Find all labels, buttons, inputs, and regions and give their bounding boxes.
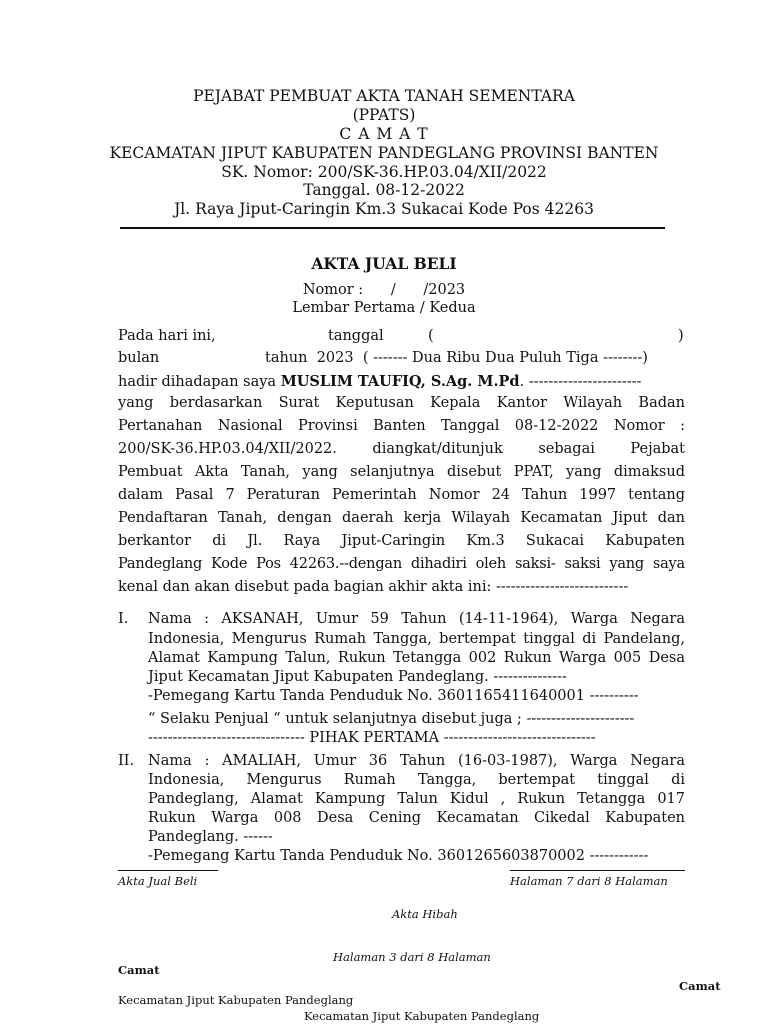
header-divider <box>120 227 665 229</box>
party-line: Nama : AMALIAH, Umur 36 Tahun (16-03-1987), Warga Negara <box>148 753 685 769</box>
office-role: C A M A T <box>339 125 429 143</box>
hibah-page-number: Halaman 3 dari 8 Halaman <box>333 950 491 964</box>
paragraph-line: yang berdasarkan Surat Keputusan Kepala Kantor Wilayah Badan <box>118 395 685 411</box>
paragraph-line: 200/SK-36.HP.03.04/XII/2022. diangkat/ditunjuk sebagai Pejabat <box>118 441 685 457</box>
signature-title-left: Camat <box>118 963 160 977</box>
sk-number: SK. Nomor: 200/SK-36.HP.03.04/XII/2022 <box>221 163 547 181</box>
party-numeral: II. <box>118 753 135 769</box>
paragraph-line: Pertanahan Nasional Provinsi Banten Tanggal 08-12-2022 Nomor : <box>118 418 685 434</box>
id-card-line: -Pemegang Kartu Tanda Penduduk No. 3601265603870002 ------------ <box>148 848 649 864</box>
hibah-label: Akta Hibah <box>392 907 458 921</box>
sk-date: Tanggal. 08-12-2022 <box>303 181 465 199</box>
day-label: Pada hari ini, <box>118 328 216 344</box>
party-line: Rukun Warga 008 Desa Cening Kecamatan Cikedal Kabupaten <box>148 810 685 826</box>
official-name: MUSLIM TAUFIQ, S.Ag. M.Pd <box>280 373 520 390</box>
office-title: PEJABAT PEMBUAT AKTA TANAH SEMENTARA <box>193 87 575 105</box>
footer-rule-right <box>510 870 685 871</box>
office-region: KECAMATAN JIPUT KABUPATEN PANDEGLANG PROVINSI BANTEN <box>109 144 659 162</box>
paragraph-line: Pembuat Akta Tanah, yang selanjutnya disebut PPAT, yang dimaksud <box>118 464 685 480</box>
party-line: Indonesia, Mengurus Rumah Tangga, bertempat tinggal di Pandelang, <box>148 631 685 647</box>
document-title: AKTA JUAL BELI <box>311 254 457 273</box>
date-paren-open: ( <box>428 328 434 344</box>
id-card-line: -Pemegang Kartu Tanda Penduduk No. 3601165411640001 ---------- <box>148 688 639 704</box>
date-label: tanggal <box>328 328 384 344</box>
party-numeral: I. <box>118 611 129 627</box>
party-line: Alamat Kampung Talun, Rukun Tetangga 002 Rukun Warga 005 Desa <box>148 650 685 666</box>
paragraph-line: kenal dan akan disebut pada bagian akhir akta ini: --------------------------- <box>118 579 629 595</box>
signature-office-right: Kecamatan Jiput Kabupaten Pandeglang <box>304 1009 540 1023</box>
footer-rule-left <box>118 870 218 871</box>
office-address: Jl. Raya Jiput-Caringin Km.3 Sukacai Kode Pos 42263 <box>174 200 594 218</box>
document-number: Nomor : / /2023 <box>302 282 466 298</box>
month-label: bulan <box>118 350 160 366</box>
seller-role-line: “ Selaku Penjual “ untuk selanjutnya disebut juga ; ---------------------- <box>148 711 635 727</box>
paragraph-line: Pendaftaran Tanah, dengan daerah kerja Wilayah Kecamatan Jiput dan <box>118 510 685 526</box>
paragraph-line: berkantor di Jl. Raya Jiput-Caringin Km.3 Sukacai Kabupaten <box>118 533 685 549</box>
footer-doc-name: Akta Jual Beli <box>118 874 198 888</box>
year-text: tahun 2023 ( ------- Dua Ribu Dua Puluh Tiga --------) <box>265 350 648 366</box>
appearance-dashes: . ----------------------- <box>519 374 642 390</box>
party-designation: -------------------------------- PIHAK PERTAMA ------------------------------- <box>148 730 596 746</box>
sheet-label: Lembar Pertama / Kedua <box>292 300 476 316</box>
party-line: Pandeglang, Alamat Kampung Talun Kidul , Rukun Tetangga 017 <box>148 791 685 807</box>
paragraph-line: dalam Pasal 7 Peraturan Pemerintah Nomor 24 Tahun 1997 tentang <box>118 487 685 503</box>
appearance-text: hadir dihadapan saya <box>118 374 281 390</box>
party-line: Nama : AKSANAH, Umur 59 Tahun (14-11-1964), Warga Negara <box>148 611 685 627</box>
party-line: Jiput Kecamatan Jiput Kabupaten Pandeglang. --------------- <box>148 669 567 685</box>
party-line: Indonesia, Mengurus Rumah Tangga, bertempat tinggal di <box>148 772 685 788</box>
date-paren-close: ) <box>678 328 684 344</box>
office-abbreviation: (PPATS) <box>352 106 416 124</box>
signature-office-left: Kecamatan Jiput Kabupaten Pandeglang <box>118 993 354 1007</box>
signature-title-right: Camat <box>679 979 721 993</box>
appearance-line <box>118 373 641 390</box>
party-line: Pandeglang. ------ <box>148 829 273 845</box>
footer-page-number: Halaman 7 dari 8 Halaman <box>510 874 668 888</box>
paragraph-line: Pandeglang Kode Pos 42263.--dengan dihadiri oleh saksi- saksi yang saya <box>118 556 685 572</box>
